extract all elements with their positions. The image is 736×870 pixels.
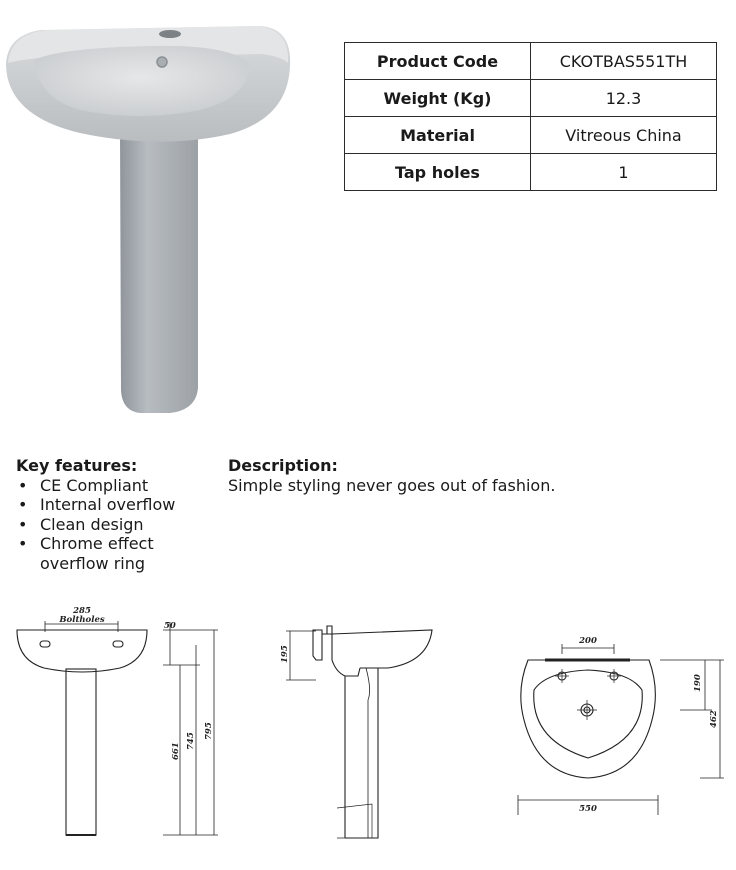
- description-title: Description:: [228, 456, 338, 475]
- spec-row-product-code: [345, 43, 717, 80]
- technical-drawings: [0, 600, 736, 870]
- spec-table: [344, 42, 717, 191]
- dim-back-label: 190: [693, 674, 703, 692]
- key-features-title: Key features:: [16, 456, 138, 475]
- description: [228, 456, 555, 495]
- dim-plan-width-label: 550: [579, 804, 597, 814]
- description-text: Simple styling never goes out of fashion.: [228, 475, 556, 495]
- dim-mid-label: 745: [186, 732, 196, 750]
- spec-label: Tap holes: [345, 154, 531, 191]
- spec-label: Material: [345, 117, 531, 154]
- list-item: • Clean design: [16, 515, 210, 535]
- spec-value: Vitreous China: [531, 117, 717, 154]
- list-item: • Chrome effect overflow ring: [16, 534, 180, 573]
- dim-depth-label: 462: [709, 710, 719, 728]
- dim-pedestal-label: 661: [171, 742, 181, 760]
- side-view-drawing: [286, 626, 432, 838]
- dim-tap-spacing-label: 200: [579, 636, 597, 646]
- plan-view-drawing: [518, 644, 724, 815]
- front-view-drawing: [17, 621, 218, 835]
- dim-bowl-label: 195: [280, 645, 290, 663]
- spec-label: Product Code: [345, 43, 531, 80]
- key-features: [16, 456, 210, 573]
- list-item: • CE Compliant: [16, 476, 210, 496]
- dim-boltholes-label: Boltholes: [59, 615, 105, 625]
- dim-top-label: 50: [164, 621, 176, 631]
- product-photo: [0, 18, 300, 418]
- spec-value: CKOTBAS551TH: [531, 43, 717, 80]
- features-list: [16, 476, 210, 574]
- list-item: • Internal overflow: [16, 495, 210, 515]
- spec-row-material: [345, 117, 717, 154]
- spec-row-weight: [345, 80, 717, 117]
- spec-label: Weight (Kg): [345, 80, 531, 117]
- spec-row-tap-holes: [345, 154, 717, 191]
- spec-value: 1: [531, 154, 717, 191]
- spec-value: 12.3: [531, 80, 717, 117]
- dim-total-label: 795: [204, 722, 214, 740]
- dim-width-label: 285: [73, 606, 91, 616]
